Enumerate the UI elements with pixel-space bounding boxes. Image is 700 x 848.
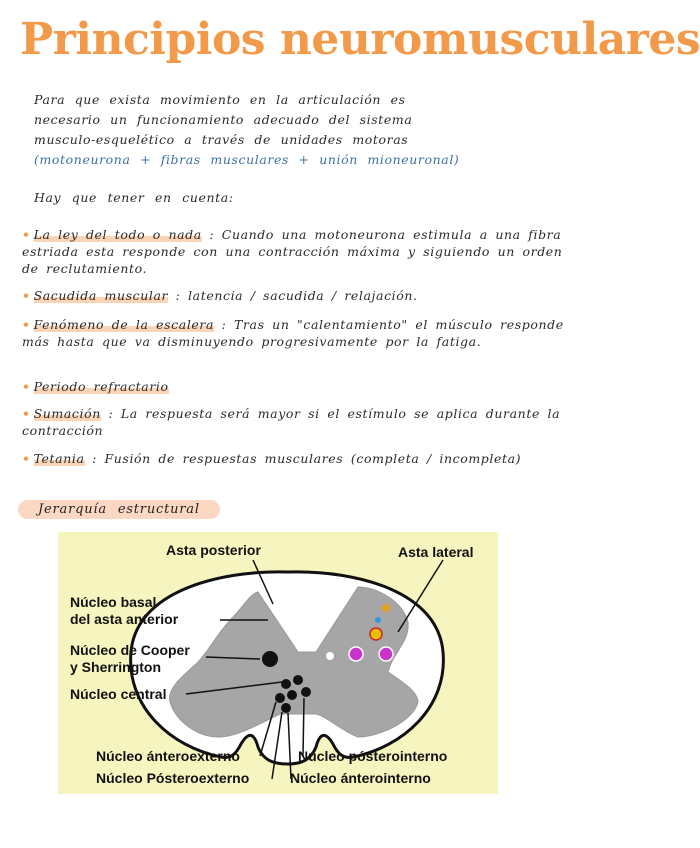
bullet-icon: • — [22, 227, 31, 242]
lateral-nucleus — [379, 647, 393, 661]
item-text: : Fusión de respuestas musculares (completa / incompleta) — [92, 451, 522, 466]
list-item — [22, 287, 574, 304]
item-term: Fenómeno de la escalera — [33, 317, 215, 332]
bullet-icon: • — [22, 288, 31, 303]
central-nucleus — [293, 675, 303, 685]
spinal-cord-figure — [58, 532, 498, 794]
item-term: La ley del todo o nada — [33, 227, 202, 242]
label-nucleo-basal: Núcleo basal del asta anterior — [70, 594, 179, 627]
item-term: Sumación — [33, 406, 101, 421]
label-posterointerno: Núcleo pósterointerno — [298, 748, 448, 764]
posterointerno-nucleus — [301, 687, 311, 697]
label-posteroexterno: Núcleo Pósteroexterno — [96, 770, 250, 786]
anteroexterno-nucleus — [275, 693, 285, 703]
anterointerno-nucleus — [281, 703, 291, 713]
label-anterointerno: Núcleo ánterointerno — [290, 770, 431, 786]
lateral-horn-cell — [375, 617, 381, 623]
item-text: : latencia / sacudida / relajación. — [175, 288, 418, 303]
intro-line: necesario un funcionamiento adecuado del sistema — [34, 112, 413, 127]
label-nucleo-cooper: Núcleo de Cooper y Sherrington — [70, 642, 190, 675]
posteroexterno-nucleus — [287, 690, 297, 700]
bullet-icon: • — [22, 406, 31, 421]
intro-line: musculo-esquelético a través de unidades motoras — [34, 132, 409, 147]
central-nucleus — [281, 679, 291, 689]
list-item — [22, 316, 574, 350]
label-nucleo-central: Núcleo central — [70, 686, 167, 702]
bullet-icon: • — [22, 379, 31, 394]
item-term: Sacudida muscular — [33, 288, 169, 303]
bullet-icon: • — [22, 451, 31, 466]
list-item — [22, 378, 574, 395]
item-text: : La respuesta será mayor si el estímulo se aplica durante la contracción — [22, 406, 561, 438]
item-term: Tetania — [33, 451, 85, 466]
intro-line: Para que exista movimiento en la articulación es — [34, 92, 406, 107]
page-title: Principios neuromusculares — [20, 14, 700, 65]
item-text: : Tras un "calentamiento" el músculo responde más hasta que va disminuyendo progresivamente por la fatiga. — [22, 317, 564, 349]
list-item — [22, 226, 574, 277]
label-asta-posterior: Asta posterior — [166, 542, 261, 558]
section-title: Jerarquía estructural — [18, 500, 220, 519]
lateral-horn-cell — [370, 628, 382, 640]
hay-que-tener-heading: Hay que tener en cuenta: — [34, 190, 234, 205]
list-item — [22, 450, 574, 467]
bullet-icon: • — [22, 317, 31, 332]
lateral-horn-cell — [382, 604, 390, 612]
intro-blue-line: (motoneurona + fibras musculares + unión mioneuronal) — [34, 152, 460, 167]
list-item — [22, 405, 574, 439]
central-canal — [326, 652, 334, 660]
label-anteroexterno: Núcleo ánteroexterno — [96, 748, 240, 764]
item-term: Periodo refractario — [33, 379, 169, 394]
label-asta-lateral: Asta lateral — [398, 544, 474, 560]
lateral-nucleus — [349, 647, 363, 661]
intro-paragraph — [34, 90, 564, 170]
item-text: : Cuando una motoneurona estimula a una fibra estriada esta responde con una contracción máxima y siguiendo un orden de reclutamiento. — [22, 227, 563, 276]
cooper-nucleus — [262, 651, 278, 667]
